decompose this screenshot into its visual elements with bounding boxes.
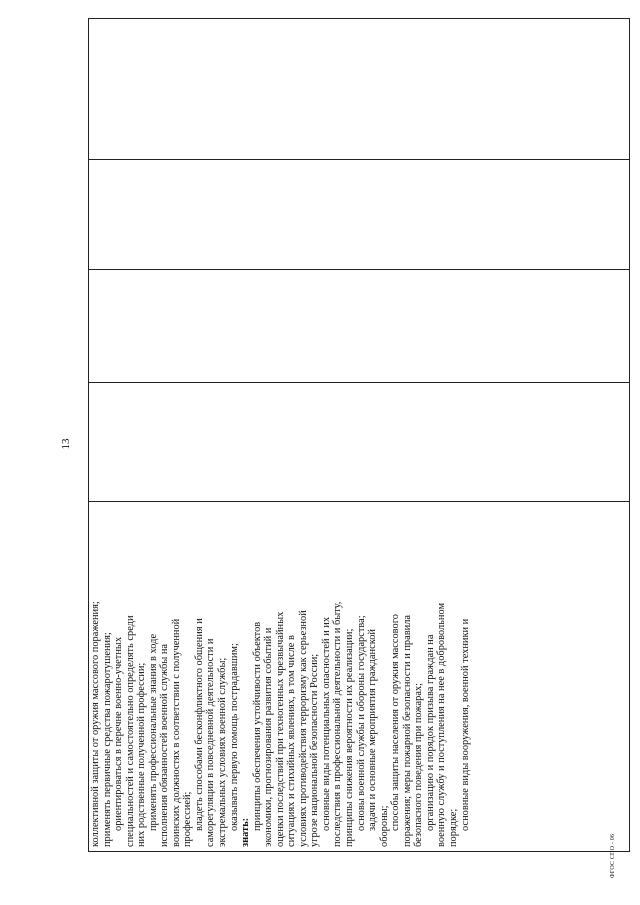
table-cell-empty-3 bbox=[89, 159, 629, 269]
table-cell-requirements bbox=[89, 501, 629, 851]
text-line: применять первичные средства пожаротушения; bbox=[101, 632, 113, 847]
text-line: профессией; bbox=[182, 791, 194, 847]
text-line: угрозе национальной безопасности России; bbox=[309, 653, 321, 847]
table-row bbox=[88, 18, 630, 852]
text-line: принципы снижения вероятности их реализации; bbox=[344, 628, 356, 847]
text-line: оказывать первую помощь пострадавшим; bbox=[228, 643, 240, 831]
text-line: принципы обеспечения устойчивости объектов bbox=[251, 621, 263, 831]
text-line: безопасного поведения при пожарах; bbox=[413, 682, 425, 847]
footer-code: ФГОС СПО - 06 bbox=[610, 833, 616, 879]
text-line: основные виды вооружения, военной техники и bbox=[459, 618, 471, 831]
text-line: поражения; меры пожарной безопасности и правила bbox=[401, 615, 413, 847]
text-line: организацию и порядок призыва граждан на bbox=[424, 634, 436, 831]
text-line: обороны; bbox=[378, 805, 390, 847]
page-number: 13 bbox=[60, 438, 72, 450]
text-line: основные виды потенциальных опасностей и их bbox=[320, 616, 332, 831]
text-line: последствия в профессиональной деятельности и быту, bbox=[332, 601, 344, 847]
table-cell-empty-4 bbox=[89, 19, 629, 159]
text-line: саморегуляции в повседневной деятельности и bbox=[205, 638, 217, 847]
text-line: воинских должностях в соответствии с полученной bbox=[170, 618, 182, 847]
text-line: способы защиты населения от оружия массового bbox=[390, 614, 402, 831]
text-line: них родственные полученной профессии; bbox=[136, 662, 148, 847]
text-line: применять профессиональные знания в ходе bbox=[147, 633, 159, 831]
text-line: ситуациях и стихийных явлениях, в том числе в bbox=[286, 635, 298, 847]
document-table bbox=[88, 18, 630, 852]
text-line: оценки последствий при техногенных чрезвычайных bbox=[274, 611, 286, 847]
text-line: экономики, прогнозирования развития событий и bbox=[263, 627, 275, 847]
text-line: экстремальных условиях военной службы; bbox=[217, 657, 229, 847]
text-line: владеть способами бесконфликтного общения и bbox=[193, 618, 205, 831]
text-line: коллективной защиты от оружия массового поражения; bbox=[90, 601, 101, 847]
text-line: знать: bbox=[240, 817, 252, 847]
text-line: специальностей и самостоятельно определять среди bbox=[124, 615, 136, 847]
text-line: условиях противодействия терроризму как серьезной bbox=[297, 610, 309, 847]
text-line: основы военной службы и обороны государства; bbox=[355, 615, 367, 831]
text-line: исполнения обязанностей военной службы на bbox=[159, 643, 171, 847]
table-cell-empty-1 bbox=[89, 382, 629, 501]
text-line: задачи и основные мероприятия гражданской bbox=[367, 629, 379, 831]
text-line: порядке; bbox=[447, 808, 459, 847]
text-line: ориентироваться в перечне военно-учетных bbox=[113, 636, 125, 831]
text-line: военную службу и поступления на нее в добровольном bbox=[436, 602, 448, 847]
table-cell-empty-2 bbox=[89, 269, 629, 382]
